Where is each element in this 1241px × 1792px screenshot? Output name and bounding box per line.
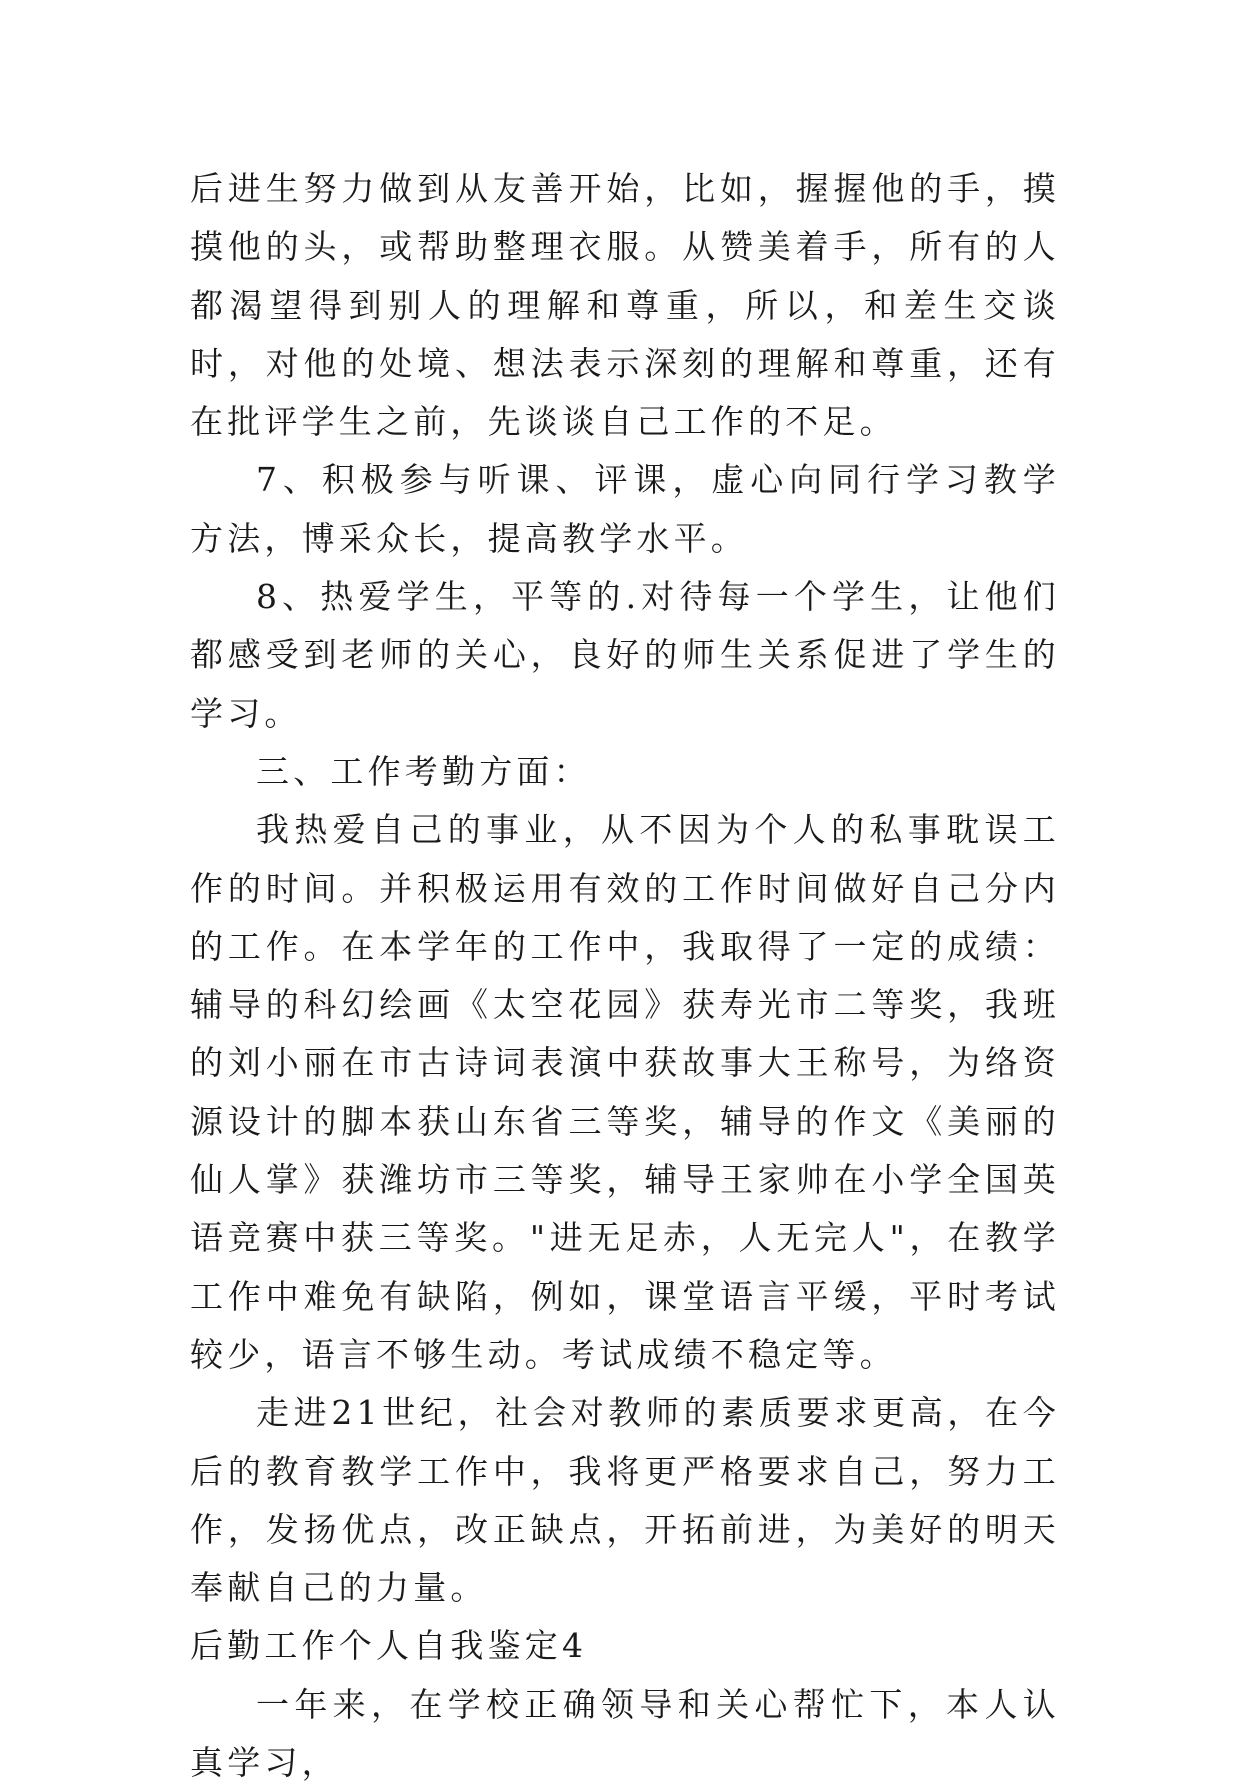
paragraph-future: 走进21世纪，社会对教师的素质要求更高，在今后的教育教学工作中，我将更严格要求自己，努力工作，发扬优点，改正缺点，开拓前进，为美好的明天奉献自己的力量。 (190, 1393, 1060, 1608)
paragraph-attendance: 我热爱自己的事业，从不因为个人的私事耽误工作的时间。并积极运用有效的工作时间做好自己分内的工作。在本学年的工作中，我取得了一定的成绩：辅导的科幻绘画《太空花园》获寿光市二等奖，我班的刘小丽在市古诗词表演中获故事大王称号，为络资源设计的脚本获山东省三等奖，辅导的作文《美丽的仙人掌》获潍坊市三等奖，辅导王家帅在小学全国英语竞赛中获三等奖。"进无足赤，人无完人"，在教学工作中难免有缺陷，例如，课堂语言平缓，平时考试较少，语言不够生动。考试成绩不稳定等。 (190, 810, 1060, 1374)
document-title-4: 后勤工作个人自我鉴定4 (190, 1626, 588, 1666)
paragraph-item-7: 7、积极参与听课、评课，虚心向同行学习教学方法，博采众长，提高教学水平。 (190, 460, 1060, 558)
paragraph-opening: 一年来，在学校正确领导和关心帮忙下，本人认真学习， (190, 1684, 1060, 1783)
section-heading-attendance: 三、工作考勤方面： (256, 751, 591, 791)
paragraph-continuation: 后进生努力做到从友善开始，比如，握握他的手，摸摸他的头，或帮助整理衣服。从赞美着手，所有的人都渴望得到别人的理解和尊重，所以，和差生交谈时，对他的处境、想法表示深刻的理解和尊重，还有在批评学生之前，先谈谈自己工作的不足。 (190, 169, 1060, 442)
document-body (190, 160, 1060, 1792)
paragraph-item-8: 8、热爱学生，平等的.对待每一个学生，让他们都感受到老师的关心，良好的师生关系促进了学生的学习。 (190, 577, 1060, 733)
